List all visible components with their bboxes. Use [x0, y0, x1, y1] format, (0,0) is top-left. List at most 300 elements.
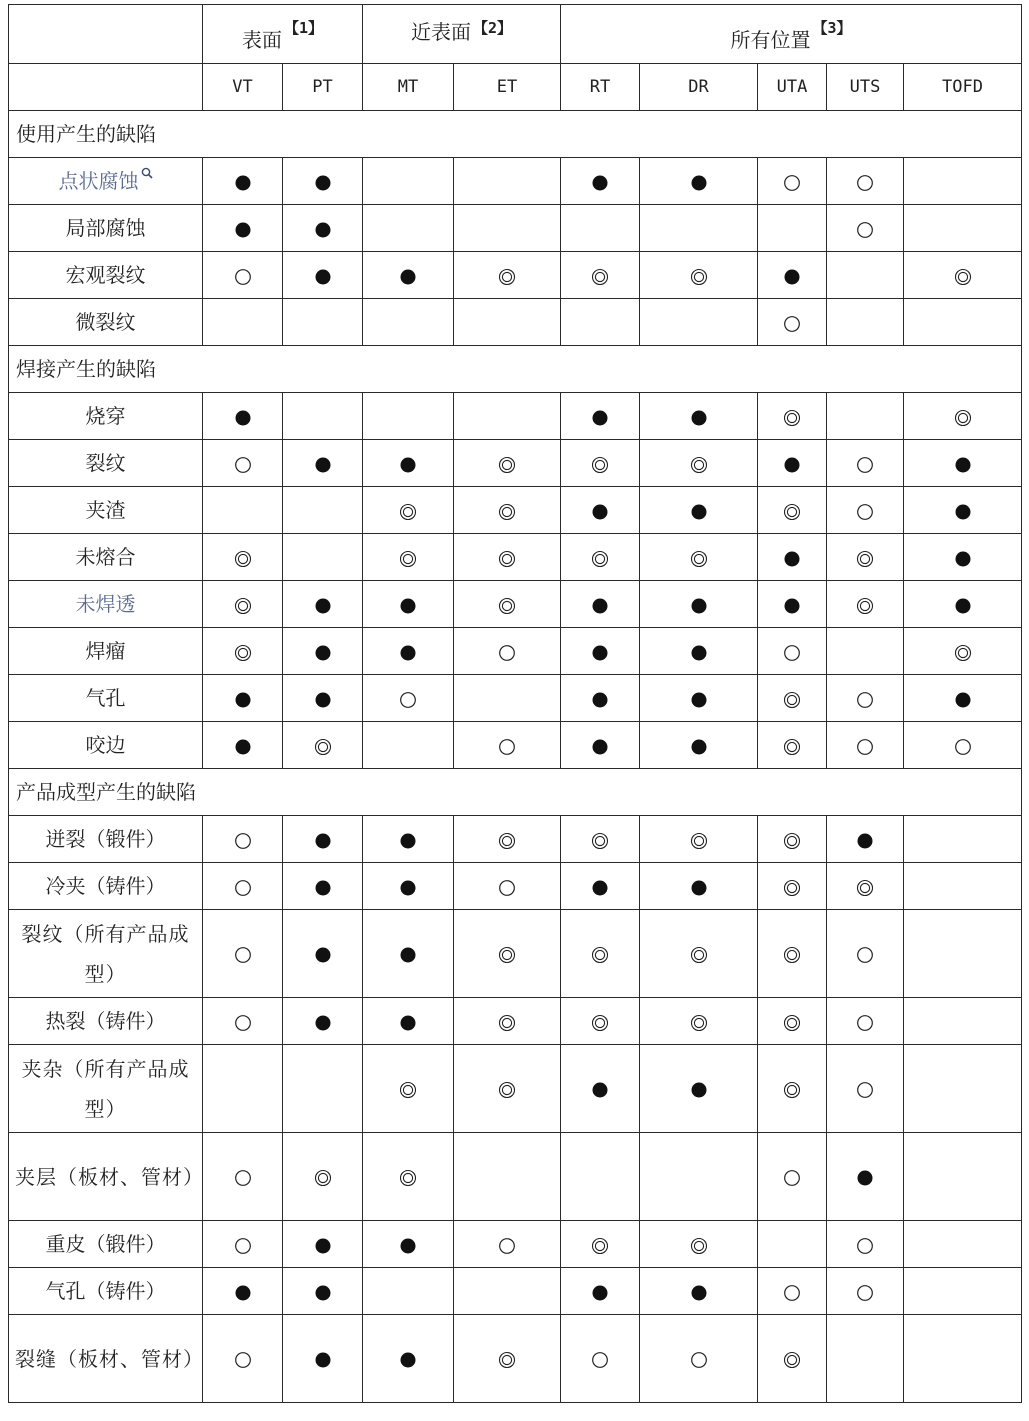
- mark-cell-mt: [363, 1133, 454, 1221]
- mark-cell-uta: [758, 534, 827, 581]
- mark-cell-uta: [758, 581, 827, 628]
- mark-cell-dr: [640, 675, 758, 722]
- section-title: 产品成型产生的缺陷: [9, 769, 1022, 816]
- mark-cell-rt: [561, 252, 640, 299]
- filled-circle-icon: [399, 597, 417, 615]
- open-circle-icon: [856, 1237, 874, 1255]
- mark-cell-mt: [363, 581, 454, 628]
- mark-cell-rt: [561, 628, 640, 675]
- mark-cell-vt: [203, 1045, 283, 1133]
- double-circle-icon: [591, 832, 609, 850]
- filled-circle-icon: [314, 879, 332, 897]
- mark-cell-uts: [827, 816, 904, 863]
- mark-cell-rt: [561, 440, 640, 487]
- double-circle-icon: [856, 597, 874, 615]
- filled-circle-icon: [314, 644, 332, 662]
- filled-circle-icon: [399, 1014, 417, 1032]
- method-header-et: ET: [454, 64, 561, 111]
- header-group-note: 【2】: [472, 19, 513, 37]
- method-header-dr: DR: [640, 64, 758, 111]
- mark-cell-uta: [758, 487, 827, 534]
- mark-cell-uts: [827, 1221, 904, 1268]
- filled-circle-icon: [690, 409, 708, 427]
- double-circle-icon: [690, 1237, 708, 1255]
- double-circle-icon: [498, 1081, 516, 1099]
- mark-cell-uts: [827, 158, 904, 205]
- mark-cell-et: [454, 252, 561, 299]
- table-row: [9, 440, 1022, 487]
- defect-name[interactable]: 点状腐蚀: [58, 169, 139, 193]
- double-circle-icon: [591, 946, 609, 964]
- double-circle-icon: [783, 879, 801, 897]
- filled-circle-icon: [314, 1284, 332, 1302]
- mark-cell-tofd: [904, 722, 1022, 769]
- mark-cell-rt: [561, 1045, 640, 1133]
- mark-cell-uta: [758, 910, 827, 998]
- double-circle-icon: [783, 1014, 801, 1032]
- mark-cell-dr: [640, 816, 758, 863]
- mark-cell-uts: [827, 628, 904, 675]
- mark-cell-uts: [827, 440, 904, 487]
- defect-name-cell: [9, 440, 203, 487]
- mark-cell-uts: [827, 1045, 904, 1133]
- filled-circle-icon: [690, 879, 708, 897]
- mark-cell-vt: [203, 1268, 283, 1315]
- header-group-note: 【3】: [812, 19, 852, 37]
- defect-name: 未熔合: [75, 545, 136, 569]
- open-circle-icon: [856, 946, 874, 964]
- table-row: [9, 393, 1022, 440]
- mark-cell-dr: [640, 252, 758, 299]
- mark-cell-mt: [363, 205, 454, 252]
- header-group-note: 【1】: [283, 19, 324, 37]
- double-circle-icon: [783, 409, 801, 427]
- mark-cell-tofd: [904, 440, 1022, 487]
- filled-circle-icon: [234, 738, 252, 756]
- section-header-row: [9, 111, 1022, 158]
- mark-cell-tofd: [904, 393, 1022, 440]
- open-circle-icon: [783, 1284, 801, 1302]
- mark-cell-mt: [363, 534, 454, 581]
- double-circle-icon: [690, 550, 708, 568]
- mark-cell-vt: [203, 1133, 283, 1221]
- mark-cell-uts: [827, 675, 904, 722]
- defect-name: 焊瘤: [85, 639, 126, 663]
- filled-circle-icon: [690, 503, 708, 521]
- filled-circle-icon: [591, 644, 609, 662]
- table-row: [9, 534, 1022, 581]
- mark-cell-vt: [203, 581, 283, 628]
- open-circle-icon: [234, 832, 252, 850]
- search-icon[interactable]: [141, 168, 153, 182]
- filled-circle-icon: [314, 1351, 332, 1369]
- mark-cell-et: [454, 628, 561, 675]
- filled-circle-icon: [314, 1014, 332, 1032]
- mark-cell-vt: [203, 299, 283, 346]
- double-circle-icon: [783, 946, 801, 964]
- mark-cell-mt: [363, 722, 454, 769]
- mark-cell-et: [454, 675, 561, 722]
- mark-cell-rt: [561, 863, 640, 910]
- mark-cell-vt: [203, 440, 283, 487]
- mark-cell-pt: [283, 252, 363, 299]
- filled-circle-icon: [399, 1237, 417, 1255]
- open-circle-icon: [856, 1081, 874, 1099]
- defect-name: 热裂（铸件）: [45, 1009, 166, 1033]
- mark-cell-uts: [827, 393, 904, 440]
- defect-name: 局部腐蚀: [65, 216, 146, 240]
- filled-circle-icon: [690, 597, 708, 615]
- mark-cell-dr: [640, 863, 758, 910]
- filled-circle-icon: [399, 268, 417, 286]
- filled-circle-icon: [783, 597, 801, 615]
- defect-name-cell[interactable]: [9, 581, 203, 628]
- filled-circle-icon: [954, 503, 972, 521]
- header-group-1: [203, 5, 363, 64]
- open-circle-icon: [591, 1351, 609, 1369]
- header-group-3: [561, 5, 1022, 64]
- mark-cell-pt: [283, 863, 363, 910]
- double-circle-icon: [591, 1237, 609, 1255]
- table-row: [9, 581, 1022, 628]
- mark-cell-tofd: [904, 998, 1022, 1045]
- mark-cell-tofd: [904, 1268, 1022, 1315]
- open-circle-icon: [783, 174, 801, 192]
- double-circle-icon: [498, 946, 516, 964]
- double-circle-icon: [591, 550, 609, 568]
- header-group-2: [363, 5, 561, 64]
- mark-cell-rt: [561, 998, 640, 1045]
- mark-cell-tofd: [904, 205, 1022, 252]
- filled-circle-icon: [399, 644, 417, 662]
- double-circle-icon: [954, 268, 972, 286]
- mark-cell-pt: [283, 1268, 363, 1315]
- mark-cell-dr: [640, 393, 758, 440]
- mark-cell-rt: [561, 816, 640, 863]
- defect-name-cell: [9, 998, 203, 1045]
- mark-cell-rt: [561, 534, 640, 581]
- mark-cell-et: [454, 299, 561, 346]
- mark-cell-tofd: [904, 910, 1022, 998]
- defect-name: 咬边: [85, 733, 126, 757]
- table-row: [9, 1315, 1022, 1403]
- mark-cell-mt: [363, 393, 454, 440]
- mark-cell-rt: [561, 722, 640, 769]
- mark-cell-uts: [827, 205, 904, 252]
- mark-cell-mt: [363, 910, 454, 998]
- mark-cell-tofd: [904, 675, 1022, 722]
- table-row: [9, 1045, 1022, 1133]
- table-row: [9, 1268, 1022, 1315]
- filled-circle-icon: [234, 409, 252, 427]
- filled-circle-icon: [690, 691, 708, 709]
- mark-cell-tofd: [904, 1315, 1022, 1403]
- double-circle-icon: [690, 268, 708, 286]
- open-circle-icon: [234, 879, 252, 897]
- defect-name-cell: [9, 1268, 203, 1315]
- table-row: [9, 205, 1022, 252]
- double-circle-icon: [498, 1351, 516, 1369]
- mark-cell-tofd: [904, 487, 1022, 534]
- filled-circle-icon: [591, 409, 609, 427]
- mark-cell-dr: [640, 628, 758, 675]
- filled-circle-icon: [856, 832, 874, 850]
- open-circle-icon: [856, 174, 874, 192]
- mark-cell-uta: [758, 675, 827, 722]
- mark-cell-rt: [561, 487, 640, 534]
- double-circle-icon: [954, 644, 972, 662]
- filled-circle-icon: [399, 946, 417, 964]
- double-circle-icon: [498, 1014, 516, 1032]
- defect-name-cell: [9, 1221, 203, 1268]
- section-header-row: [9, 769, 1022, 816]
- mark-cell-et: [454, 998, 561, 1045]
- mark-cell-dr: [640, 998, 758, 1045]
- filled-circle-icon: [690, 174, 708, 192]
- defect-name: 宏观裂纹: [65, 263, 146, 287]
- double-circle-icon: [234, 644, 252, 662]
- defect-name: 裂缝（板材、管材）: [15, 1346, 204, 1371]
- defect-name: 气孔（铸件）: [45, 1279, 166, 1303]
- mark-cell-uta: [758, 1221, 827, 1268]
- mark-cell-vt: [203, 863, 283, 910]
- mark-cell-et: [454, 910, 561, 998]
- mark-cell-dr: [640, 910, 758, 998]
- mark-cell-uta: [758, 1133, 827, 1221]
- double-circle-icon: [783, 691, 801, 709]
- defect-name: 裂纹: [85, 451, 126, 475]
- mark-cell-dr: [640, 1268, 758, 1315]
- filled-circle-icon: [591, 879, 609, 897]
- defect-name-cell: [9, 628, 203, 675]
- table-row: [9, 816, 1022, 863]
- mark-cell-uts: [827, 534, 904, 581]
- method-header-uta: UTA: [758, 64, 827, 111]
- mark-cell-uta: [758, 205, 827, 252]
- filled-circle-icon: [690, 644, 708, 662]
- mark-cell-mt: [363, 1221, 454, 1268]
- open-circle-icon: [856, 738, 874, 756]
- mark-cell-uta: [758, 722, 827, 769]
- header-group-label: 表面: [241, 28, 282, 52]
- open-circle-icon: [498, 1237, 516, 1255]
- table-row: [9, 628, 1022, 675]
- mark-cell-rt: [561, 1221, 640, 1268]
- filled-circle-icon: [591, 1081, 609, 1099]
- filled-circle-icon: [954, 550, 972, 568]
- mark-cell-vt: [203, 252, 283, 299]
- mark-cell-mt: [363, 998, 454, 1045]
- defect-name: 气孔: [85, 686, 126, 710]
- mark-cell-vt: [203, 816, 283, 863]
- open-circle-icon: [234, 946, 252, 964]
- double-circle-icon: [234, 597, 252, 615]
- filled-circle-icon: [690, 738, 708, 756]
- mark-cell-rt: [561, 581, 640, 628]
- open-circle-icon: [690, 1351, 708, 1369]
- filled-circle-icon: [234, 221, 252, 239]
- header-row-groups: [9, 5, 1022, 64]
- double-circle-icon: [234, 550, 252, 568]
- mark-cell-dr: [640, 1221, 758, 1268]
- mark-cell-et: [454, 534, 561, 581]
- filled-circle-icon: [783, 456, 801, 474]
- open-circle-icon: [856, 691, 874, 709]
- mark-cell-uta: [758, 816, 827, 863]
- double-circle-icon: [783, 832, 801, 850]
- mark-cell-uta: [758, 1268, 827, 1315]
- mark-cell-rt: [561, 158, 640, 205]
- double-circle-icon: [856, 550, 874, 568]
- defect-name-cell: [9, 863, 203, 910]
- open-circle-icon: [783, 644, 801, 662]
- mark-cell-mt: [363, 1045, 454, 1133]
- table-row: [9, 675, 1022, 722]
- mark-cell-pt: [283, 158, 363, 205]
- mark-cell-uta: [758, 998, 827, 1045]
- mark-cell-et: [454, 1133, 561, 1221]
- mark-cell-et: [454, 816, 561, 863]
- table-row: [9, 910, 1022, 998]
- mark-cell-uta: [758, 1045, 827, 1133]
- table-row: [9, 998, 1022, 1045]
- double-circle-icon: [314, 1169, 332, 1187]
- defect-name-cell: [9, 1045, 203, 1133]
- mark-cell-rt: [561, 1133, 640, 1221]
- defect-name: 夹渣: [85, 498, 126, 522]
- mark-cell-rt: [561, 299, 640, 346]
- table-row: [9, 158, 1022, 205]
- filled-circle-icon: [314, 174, 332, 192]
- header-row-methods: [9, 64, 1022, 111]
- defect-name-cell: [9, 534, 203, 581]
- open-circle-icon: [856, 221, 874, 239]
- double-circle-icon: [591, 1014, 609, 1032]
- mark-cell-dr: [640, 1133, 758, 1221]
- mark-cell-uta: [758, 299, 827, 346]
- filled-circle-icon: [234, 1284, 252, 1302]
- defect-name-cell: [9, 816, 203, 863]
- filled-circle-icon: [591, 738, 609, 756]
- mark-cell-vt: [203, 393, 283, 440]
- defect-name: 夹杂（所有产品成型）: [21, 1056, 190, 1121]
- defect-name-cell: [9, 675, 203, 722]
- mark-cell-mt: [363, 299, 454, 346]
- mark-cell-mt: [363, 252, 454, 299]
- mark-cell-uta: [758, 1315, 827, 1403]
- double-circle-icon: [498, 832, 516, 850]
- mark-cell-dr: [640, 158, 758, 205]
- defect-name-cell: [9, 205, 203, 252]
- mark-cell-et: [454, 1045, 561, 1133]
- mark-cell-uts: [827, 910, 904, 998]
- mark-cell-tofd: [904, 581, 1022, 628]
- mark-cell-et: [454, 393, 561, 440]
- mark-cell-dr: [640, 205, 758, 252]
- mark-cell-uta: [758, 863, 827, 910]
- defect-name-cell: [9, 393, 203, 440]
- mark-cell-uts: [827, 581, 904, 628]
- defect-name[interactable]: 未焊透: [75, 592, 136, 616]
- defect-name-cell: [9, 722, 203, 769]
- defect-name-cell[interactable]: [9, 158, 203, 205]
- mark-cell-rt: [561, 675, 640, 722]
- header-group-label: 近表面: [410, 20, 471, 44]
- mark-cell-dr: [640, 487, 758, 534]
- header-corner-cell-2: [9, 64, 203, 111]
- section-header-row: [9, 346, 1022, 393]
- defect-name-cell: [9, 1315, 203, 1403]
- filled-circle-icon: [314, 597, 332, 615]
- filled-circle-icon: [591, 597, 609, 615]
- defect-name-cell: [9, 487, 203, 534]
- filled-circle-icon: [314, 456, 332, 474]
- mark-cell-pt: [283, 299, 363, 346]
- open-circle-icon: [399, 691, 417, 709]
- defect-name: 迸裂（锻件）: [45, 827, 166, 851]
- method-header-tofd: TOFD: [904, 64, 1022, 111]
- open-circle-icon: [234, 1351, 252, 1369]
- defect-name-cell: [9, 252, 203, 299]
- table-row: [9, 1133, 1022, 1221]
- table-body: [9, 5, 1022, 1403]
- mark-cell-pt: [283, 1045, 363, 1133]
- mark-cell-uts: [827, 252, 904, 299]
- mark-cell-tofd: [904, 628, 1022, 675]
- mark-cell-uts: [827, 1268, 904, 1315]
- double-circle-icon: [498, 597, 516, 615]
- defect-name: 烧穿: [85, 404, 126, 428]
- mark-cell-et: [454, 487, 561, 534]
- mark-cell-uta: [758, 393, 827, 440]
- mark-cell-dr: [640, 534, 758, 581]
- mark-cell-dr: [640, 1315, 758, 1403]
- filled-circle-icon: [314, 268, 332, 286]
- mark-cell-mt: [363, 1268, 454, 1315]
- mark-cell-mt: [363, 158, 454, 205]
- open-circle-icon: [954, 738, 972, 756]
- open-circle-icon: [856, 456, 874, 474]
- filled-circle-icon: [591, 1284, 609, 1302]
- mark-cell-mt: [363, 487, 454, 534]
- mark-cell-vt: [203, 534, 283, 581]
- mark-cell-dr: [640, 1045, 758, 1133]
- mark-cell-tofd: [904, 863, 1022, 910]
- mark-cell-pt: [283, 1221, 363, 1268]
- filled-circle-icon: [314, 832, 332, 850]
- double-circle-icon: [498, 268, 516, 286]
- mark-cell-dr: [640, 440, 758, 487]
- mark-cell-uts: [827, 863, 904, 910]
- section-title: 焊接产生的缺陷: [9, 346, 1022, 393]
- mark-cell-tofd: [904, 158, 1022, 205]
- table-row: [9, 299, 1022, 346]
- mark-cell-mt: [363, 863, 454, 910]
- mark-cell-uts: [827, 722, 904, 769]
- mark-cell-rt: [561, 393, 640, 440]
- double-circle-icon: [783, 1081, 801, 1099]
- double-circle-icon: [314, 738, 332, 756]
- filled-circle-icon: [399, 1351, 417, 1369]
- header-corner-cell: [9, 5, 203, 64]
- defect-name: 微裂纹: [75, 310, 136, 334]
- filled-circle-icon: [690, 1081, 708, 1099]
- mark-cell-uts: [827, 1315, 904, 1403]
- mark-cell-uta: [758, 252, 827, 299]
- open-circle-icon: [498, 738, 516, 756]
- mark-cell-et: [454, 1315, 561, 1403]
- filled-circle-icon: [783, 550, 801, 568]
